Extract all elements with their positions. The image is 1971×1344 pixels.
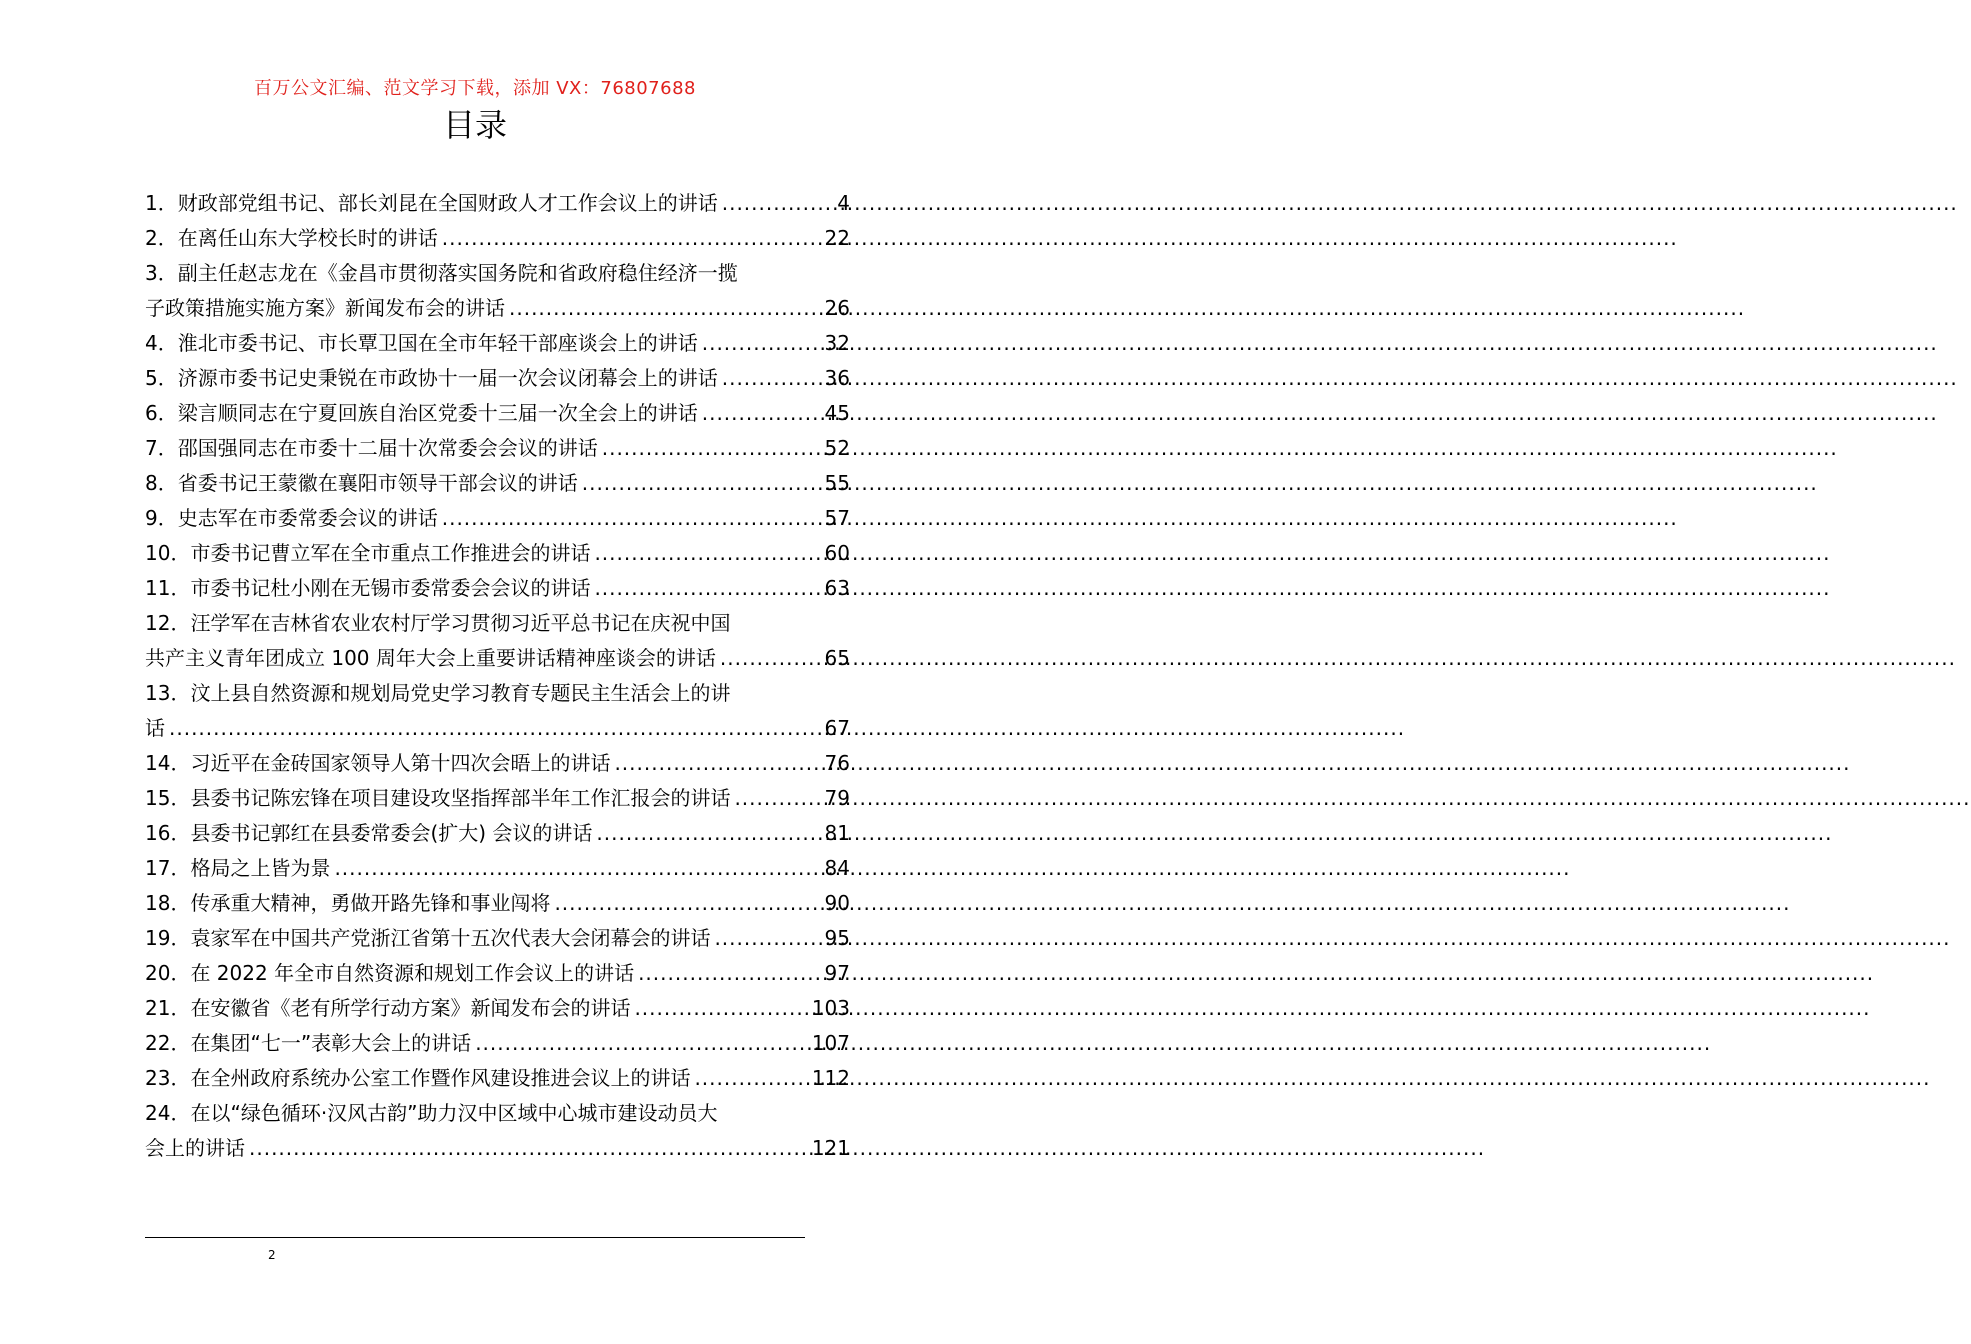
toc-entry-title: 在集团“七一”表彰大会上的讲话 [190, 1031, 472, 1055]
toc-entry-page: 65 [824, 646, 850, 670]
toc-entry[interactable]: 17．格局之上皆为景 ..... 84 [145, 851, 850, 886]
toc-entry-title: 市委书记杜小刚在无锡市委常委会会议的讲话 [190, 576, 591, 600]
toc-entry[interactable]: 16．县委书记郭红在县委常委会(扩大) 会议的讲话 ..... 81 [145, 816, 850, 851]
toc-entry-title: 济源市委书记史秉锐在市政协十一届一次会议闭幕会上的讲话 [177, 366, 718, 390]
dot-leader [634, 991, 807, 1026]
toc-entry[interactable]: 7．邵国强同志在市委十二届十次常委会会议的讲话 ..... 52 [145, 431, 850, 466]
toc-entry[interactable]: 15．县委书记陈宏锋在项目建设攻坚指挥部半年工作汇报会的讲话 ..... 79 [145, 781, 850, 816]
toc-entry-number: 12 [145, 611, 171, 635]
toc-entry[interactable]: 4．淮北市委书记、市长覃卫国在全市年轻干部座谈会上的讲话 ..... 32 [145, 326, 850, 361]
toc-entry[interactable]: 18．传承重大精神，勇做开路先锋和事业闯将 ..... 90 [145, 886, 850, 921]
footer-divider [145, 1237, 805, 1238]
toc-entry-page: 60 [824, 541, 850, 565]
dot-leader [442, 501, 821, 536]
toc-entry-number: 18 [145, 891, 171, 915]
toc-entry-title: 话 [145, 716, 165, 740]
toc-entry-page: 90 [824, 891, 850, 915]
toc-entry-page: 45 [824, 401, 850, 425]
toc-entry-title: 在 2022 年全市自然资源和规划工作会议上的讲话 [190, 961, 635, 985]
toc-entry[interactable] [145, 711, 850, 746]
toc-entry-number: 13 [145, 681, 171, 705]
toc-entry-page: 63 [824, 576, 850, 600]
toc-entry-title: 在安徽省《老有所学行动方案》新闻发布会的讲话 [190, 996, 631, 1020]
toc-entry[interactable]: 9．史志军在市委常委会议的讲话 ..... 57 [145, 501, 850, 536]
toc-entry-page: 22 [824, 226, 850, 250]
toc-entry-title-line1: 汪学军在吉林省农业农村厅学习贯彻习近平总书记在庆祝中国 [190, 611, 731, 635]
toc-entry-title-line1: 汶上县自然资源和规划局党史学习教育专题民主生活会上的讲 [190, 681, 731, 705]
toc-entry-number: 7 [145, 436, 158, 460]
dot-leader [702, 396, 821, 431]
dot-leader [702, 326, 821, 361]
toc-entry-number: 11 [145, 576, 171, 600]
toc-entry-page: 112 [811, 1066, 850, 1090]
dot-leader [638, 956, 820, 991]
toc-entry-title: 市委书记曹立军在全市重点工作推进会的讲话 [190, 541, 591, 565]
toc-entry[interactable]: 1．财政部党组书记、部长刘昆在全国财政人才工作会议上的讲话 ..... 4 [145, 186, 850, 221]
toc-entry-page: 55 [824, 471, 850, 495]
toc-entry-number: 3 [145, 261, 158, 285]
toc-entry-title: 袁家军在中国共产党浙江省第十五次代表大会闭幕会的讲话 [190, 926, 711, 950]
toc-entry-page: 36 [824, 366, 850, 390]
dot-leader [594, 536, 820, 571]
toc-entry-page: 121 [811, 1136, 850, 1160]
toc-entry-title: 共产主义青年团成立 100 周年大会上重要讲话精神座谈会的讲话 [145, 646, 716, 670]
toc-entry-first-line: 3．副主任赵志龙在《金昌市贯彻落实国务院和省政府稳住经济一揽 [145, 261, 738, 285]
toc-entry-title: 史志军在市委常委会议的讲话 [177, 506, 438, 530]
toc-entry-number: 22 [145, 1031, 171, 1055]
toc-entry-title: 梁言顺同志在宁夏回族自治区党委十三届一次全会上的讲话 [177, 401, 698, 425]
dot-leader [509, 291, 821, 326]
toc-entry-page: 107 [811, 1031, 850, 1055]
toc-entry-page: 103 [811, 996, 850, 1020]
toc-entry-title: 格局之上皆为景 [190, 856, 331, 880]
toc-entry-number: 14 [145, 751, 171, 775]
toc-entry-page: 76 [824, 751, 850, 775]
toc-entry-number: 10 [145, 541, 171, 565]
toc-entry-number: 15 [145, 786, 171, 810]
table-of-contents [145, 186, 850, 1166]
toc-entry[interactable] [145, 291, 850, 326]
toc-entry-page: 67 [824, 716, 850, 740]
toc-entry[interactable]: 22．在集团“七一”表彰大会上的讲话 ..... 107 [145, 1026, 850, 1061]
dot-leader [594, 571, 820, 606]
toc-entry-page: 97 [824, 961, 850, 985]
toc-entry-title: 邵国强同志在市委十二届十次常委会会议的讲话 [177, 436, 598, 460]
dot-leader [714, 921, 820, 956]
dot-leader [722, 361, 821, 396]
dot-leader [582, 466, 821, 501]
toc-entry-number: 8 [145, 471, 158, 495]
toc-entry[interactable]: 2．在离任山东大学校长时的讲话 ..... 22 [145, 221, 850, 256]
toc-entry-number: 1 [145, 191, 158, 215]
toc-entry-title: 县委书记郭红在县委常委会(扩大) 会议的讲话 [190, 821, 593, 845]
toc-entry[interactable]: 8．省委书记王蒙徽在襄阳市领导干部会议的讲话 ..... 55 [145, 466, 850, 501]
toc-entry[interactable]: 21．在安徽省《老有所学行动方案》新闻发布会的讲话 ..... 103 [145, 991, 850, 1026]
toc-entry-number: 6 [145, 401, 158, 425]
toc-entry[interactable]: 19．袁家军在中国共产党浙江省第十五次代表大会闭幕会的讲话 ..... 95 [145, 921, 850, 956]
toc-entry-title-line1: 在以“绿色循环·汉风古韵”助力汉中区域中心城市建设动员大 [190, 1101, 718, 1125]
toc-entry-number: 21 [145, 996, 171, 1020]
toc-entry-first-line: 13．汶上县自然资源和规划局党史学习教育专题民主生活会上的讲 [145, 681, 731, 705]
toc-entry-page: 32 [824, 331, 850, 355]
toc-entry-title: 习近平在金砖国家领导人第十四次会晤上的讲话 [190, 751, 611, 775]
dot-leader [475, 1026, 808, 1061]
toc-entry-title: 传承重大精神，勇做开路先锋和事业闯将 [190, 891, 551, 915]
dot-leader [442, 221, 821, 256]
toc-entry-title: 淮北市委书记、市长覃卫国在全市年轻干部座谈会上的讲话 [177, 331, 698, 355]
dot-leader [249, 1131, 808, 1166]
page-number: 2 [268, 1248, 276, 1262]
toc-entry-number: 17 [145, 856, 171, 880]
dot-leader [554, 886, 820, 921]
dot-leader [169, 711, 821, 746]
toc-entry-number: 19 [145, 926, 171, 950]
page-title: 目录 [442, 106, 507, 144]
dot-leader [602, 431, 821, 466]
toc-entry-number: 16 [145, 821, 171, 845]
dot-leader [722, 186, 834, 221]
dot-leader [334, 851, 820, 886]
toc-entry-number: 9 [145, 506, 158, 530]
toc-entry-number: 5 [145, 366, 158, 390]
toc-entry[interactable]: 23．在全州政府系统办公室工作暨作风建设推进会议上的讲话 ..... 112 [145, 1061, 850, 1096]
toc-entry-page: 52 [824, 436, 850, 460]
toc-entry[interactable]: 10．市委书记曹立军在全市重点工作推进会的讲话 ..... 60 [145, 536, 850, 571]
dot-leader [614, 746, 820, 781]
toc-entry[interactable]: 14．习近平在金砖国家领导人第十四次会晤上的讲话 ..... 76 [145, 746, 850, 781]
toc-entry-title: 财政部党组书记、部长刘昆在全国财政人才工作会议上的讲话 [177, 191, 718, 215]
toc-entry-number: 23 [145, 1066, 171, 1090]
dot-leader [694, 1061, 807, 1096]
dot-leader [720, 641, 821, 676]
toc-entry-first-line: 24．在以“绿色循环·汉风古韵”助力汉中区域中心城市建设动员大 [145, 1101, 718, 1125]
toc-entry-page: 84 [824, 856, 850, 880]
toc-entry-title: 省委书记王蒙徽在襄阳市领导干部会议的讲话 [177, 471, 578, 495]
toc-entry[interactable]: 20．在 2022 年全市自然资源和规划工作会议上的讲话 ..... 97 [145, 956, 850, 991]
toc-entry-page: 4 [837, 191, 850, 215]
toc-entry-number: 2 [145, 226, 158, 250]
toc-entry-title: 会上的讲话 [145, 1136, 245, 1160]
toc-entry-title: 子政策措施实施方案》新闻发布会的讲话 [145, 296, 505, 320]
toc-entry-page: 79 [824, 786, 850, 810]
toc-entry-title: 县委书记陈宏锋在项目建设攻坚指挥部半年工作汇报会的讲话 [190, 786, 731, 810]
toc-entry-page: 95 [824, 926, 850, 950]
toc-entry-page: 81 [824, 821, 850, 845]
toc-entry-page: 57 [824, 506, 850, 530]
toc-entry-title: 在全州政府系统办公室工作暨作风建设推进会议上的讲话 [190, 1066, 691, 1090]
toc-entry[interactable]: 5．济源市委书记史秉锐在市政协十一届一次会议闭幕会上的讲话 ..... 36 [145, 361, 850, 396]
toc-entry-number: 20 [145, 961, 171, 985]
toc-entry[interactable] [145, 1131, 850, 1166]
toc-entry-title: 在离任山东大学校长时的讲话 [177, 226, 438, 250]
toc-entry[interactable]: 11．市委书记杜小刚在无锡市委常委会会议的讲话 ..... 63 [145, 571, 850, 606]
toc-entry-number: 24 [145, 1101, 171, 1125]
watermark-header: 百万公文汇编、范文学习下载，添加 VX：76807688 [254, 78, 696, 99]
dot-leader [734, 781, 820, 816]
toc-entry-title-line1: 副主任赵志龙在《金昌市贯彻落实国务院和省政府稳住经济一揽 [177, 261, 738, 285]
toc-entry[interactable] [145, 641, 850, 676]
toc-entry-page: 26 [824, 296, 850, 320]
toc-entry-first-line: 12．汪学军在吉林省农业农村厅学习贯彻习近平总书记在庆祝中国 [145, 611, 731, 635]
toc-entry-number: 4 [145, 331, 158, 355]
dot-leader [596, 816, 820, 851]
toc-entry[interactable]: 6．梁言顺同志在宁夏回族自治区党委十三届一次全会上的讲话 ..... 45 [145, 396, 850, 431]
